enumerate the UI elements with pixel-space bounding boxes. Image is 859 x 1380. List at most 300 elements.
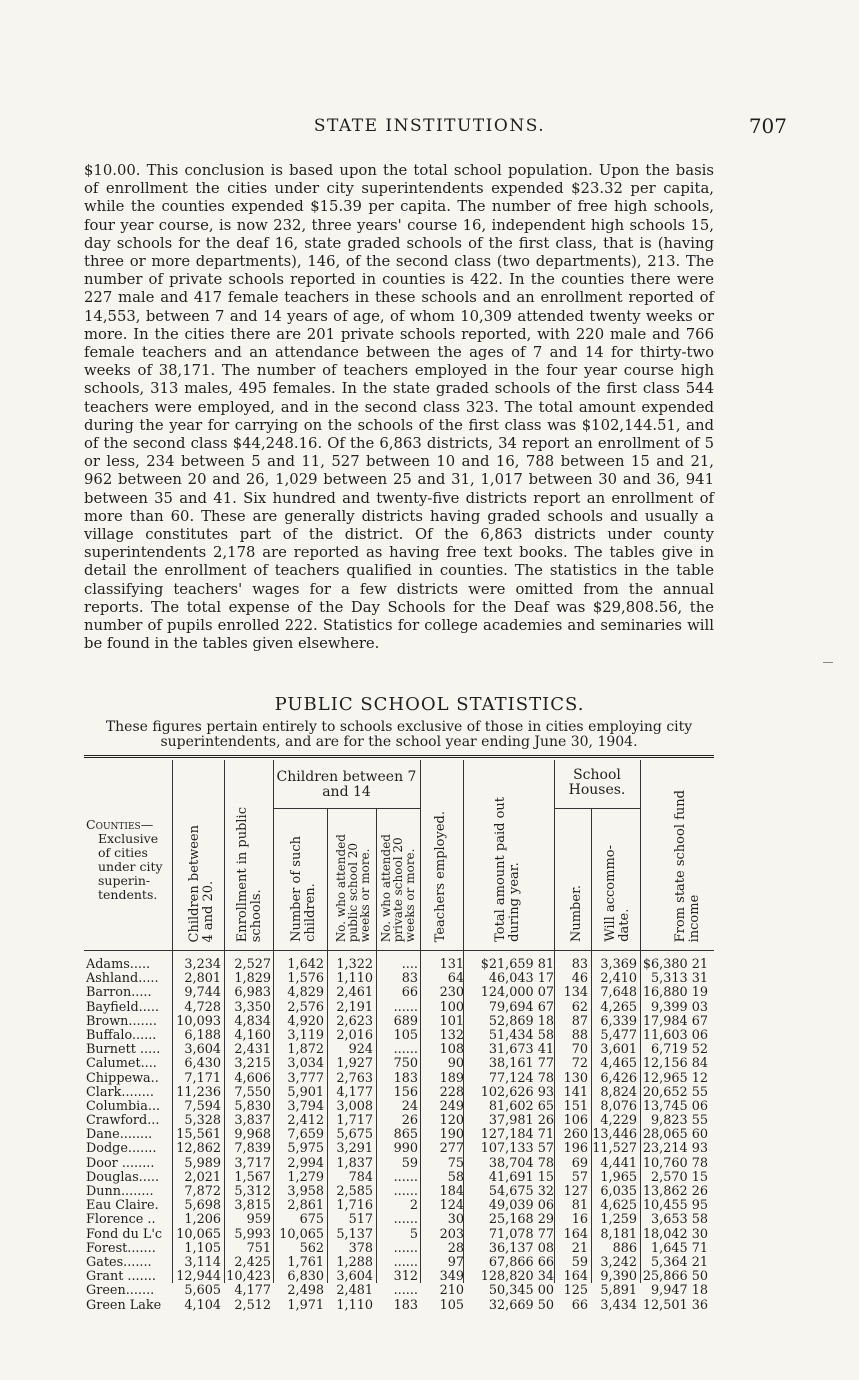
running-title: STATE INSTITUTIONS. [313,116,546,136]
cell-c10: 12,501 36 [642,1297,708,1313]
cell-c3: 1,279 [287,1169,324,1185]
cell-c10: 1,645 71 [651,1240,708,1256]
cell-c3: 2,576 [287,999,324,1015]
table-row [84,986,714,1000]
cell-c1: 3,234 [184,957,221,972]
cell-c7: 49,039 06 [488,1198,554,1214]
cell-c7: 51,434 58 [488,1027,554,1043]
county-name: Dane........ [86,1127,153,1143]
cell-c3: 675 [299,1212,324,1228]
cell-c5: .... [401,957,418,972]
cell-c9: 7,648 [600,985,637,1001]
cell-c8: 151 [563,1098,588,1114]
cell-c7: 46,043 17 [488,971,554,987]
cell-c6: 131 [439,957,464,972]
cell-c10: 12,965 12 [642,1070,708,1086]
cell-c10: 25,866 50 [642,1269,708,1285]
county-name: Dodge....... [86,1141,157,1157]
col-number-children-header: Number of such children. [289,836,318,942]
cell-c3: 1,642 [287,957,324,972]
col-state-fund-header: From state school fund income [673,789,702,942]
cell-c3: 3,034 [287,1056,324,1072]
table-row [84,1185,714,1199]
cell-c5: 2 [409,1198,418,1214]
county-name: Green....... [86,1283,155,1299]
cell-c6: 108 [439,1042,464,1058]
cell-c4: 5,137 [336,1226,373,1242]
cell-c10: 13,862 26 [642,1184,708,1199]
cell-c3: 10,065 [279,1226,324,1242]
cell-c7: 25,168 29 [488,1212,554,1228]
cell-c1: 9,744 [184,985,221,1001]
cell-c10: 16,880 19 [642,985,708,1001]
cell-c4: 2,191 [336,999,373,1015]
cell-c1: 5,698 [184,1198,221,1214]
cell-c9: 6,339 [600,1013,637,1029]
cell-c2: 7,550 [234,1084,271,1100]
cell-c2: 3,350 [234,999,271,1015]
col-houses-number-header: Number. [569,884,584,942]
cell-c1: 3,604 [184,1042,221,1058]
cell-c1: 7,594 [184,1098,221,1114]
cell-c8: 196 [563,1141,588,1157]
col-enrollment-header: Enrollment in public schools. [235,806,264,942]
cell-c9: 9,390 [600,1269,637,1285]
cell-c4: 2,623 [336,1013,373,1029]
cell-c7: 38,161 77 [488,1056,554,1072]
cell-c5: ...... [393,1042,418,1058]
table-row [84,1157,714,1171]
cell-c9: 4,625 [600,1198,637,1214]
cell-c7: 36,137 08 [488,1240,554,1256]
cell-c3: 3,794 [287,1098,324,1114]
cell-c7: 41,691 15 [488,1169,554,1185]
cell-c6: 97 [447,1254,464,1270]
county-name: Burnett ..... [86,1042,161,1058]
col-teachers-header: Teachers employed. [433,810,448,942]
cell-c7: 38,704 78 [488,1155,554,1171]
cell-c5: ...... [393,1283,418,1299]
table-row [84,972,714,986]
cell-c7: 71,078 77 [488,1226,554,1242]
table-row [84,1228,714,1242]
cell-c1: 7,171 [184,1070,221,1086]
table-row [84,1270,714,1284]
cell-c7: 107,133 57 [480,1141,554,1157]
cell-c10: 3,653 58 [651,1212,708,1228]
county-name: Eau Claire. [86,1198,159,1214]
county-name: Adams..... [86,957,151,972]
county-name: Door ........ [86,1155,155,1171]
cell-c8: 69 [571,1155,588,1171]
cell-c3: 3,119 [287,1027,324,1043]
cell-c6: 124 [439,1198,464,1214]
cell-c7: 79,694 67 [488,999,554,1015]
cell-c6: 189 [439,1070,464,1086]
cell-c1: 12,862 [176,1141,221,1157]
cell-c2: 4,160 [234,1027,271,1043]
table-header [84,760,714,950]
cell-c2: 5,312 [234,1184,271,1199]
cell-c3: 3,777 [287,1070,324,1086]
cell-c1: 15,561 [176,1127,221,1143]
county-header-line: tendents. [98,887,158,902]
cell-c7: 52,869 18 [488,1013,554,1029]
cell-c6: 349 [439,1269,464,1285]
cell-c6: 277 [439,1141,464,1157]
table-row [84,1086,714,1100]
table-row [84,958,714,972]
cell-c10: 17,984 67 [642,1013,708,1029]
cell-c6: 28 [447,1240,464,1256]
cell-c4: 4,177 [336,1084,373,1100]
cell-c10: 9,947 18 [651,1283,708,1299]
table-row [84,1242,714,1256]
cell-c10: 13,745 06 [642,1098,708,1114]
cell-c7: 54,675 32 [488,1184,554,1199]
cell-c4: 1,110 [336,971,373,987]
cell-c8: 130 [563,1070,588,1086]
cell-c2: 1,829 [234,971,271,987]
county-name: Calumet.... [86,1056,157,1072]
county-column-header [86,818,163,902]
cell-c5: ...... [393,1240,418,1256]
cell-c3: 562 [299,1240,324,1256]
cell-c9: 2,410 [600,971,637,987]
cell-c5: 750 [393,1056,418,1072]
cell-c2: 3,815 [234,1198,271,1214]
cell-c6: 132 [439,1027,464,1043]
cell-c3: 4,920 [287,1013,324,1029]
cell-c1: 10,065 [176,1226,221,1242]
cell-c10: 10,760 78 [642,1155,708,1171]
cell-c10: 11,603 06 [642,1027,708,1043]
cell-c5: 183 [393,1297,418,1313]
table-subtitle: These figures pertain entirely to schools exclusive of those in cities employing city superintendents, and are for the school year ending June 30, 1904. [105,719,693,750]
cell-c7: 102,626 93 [480,1084,554,1100]
cell-c7: 81,602 65 [488,1098,554,1114]
cell-c7: 124,000 07 [480,985,554,1001]
cell-c4: 517 [348,1212,373,1228]
cell-c4: 1,716 [336,1198,373,1214]
cell-c4: 1,717 [336,1113,373,1129]
page-number: 707 [748,114,787,138]
cell-c8: 125 [563,1283,588,1299]
county-name: Barron..... [86,985,152,1001]
cell-c6: 230 [439,985,464,1001]
cell-c5: 156 [393,1084,418,1100]
col-public-20-weeks-header: No. who attended public school 20 weeks or more. [334,833,372,942]
county-name: Bayfield..... [86,999,159,1015]
col-private-20-weeks-header: No. who attended private school 20 weeks or more. [379,833,417,942]
cell-c5: 5 [409,1226,418,1242]
cell-c9: 1,259 [600,1212,637,1228]
cell-c4: 1,110 [336,1297,373,1313]
cell-c4: 3,604 [336,1269,373,1285]
cell-c10: 9,399 03 [651,999,708,1015]
county-name: Florence .. [86,1212,156,1228]
county-header-line: superin- [98,873,151,888]
cell-c10: 5,364 21 [651,1254,708,1270]
county-name: Grant ....... [86,1269,156,1285]
cell-c10: 28,065 60 [642,1127,708,1143]
cell-c7: $21,659 81 [480,957,554,972]
cell-c8: 72 [571,1056,588,1072]
cell-c10: $6,380 21 [642,957,708,972]
cell-c4: 378 [348,1240,373,1256]
cell-c2: 4,606 [234,1070,271,1086]
cell-c5: 66 [401,985,418,1001]
cell-c1: 11,236 [176,1084,221,1100]
cell-c6: 64 [447,971,464,987]
cell-c9: 4,265 [600,999,637,1015]
cell-c4: 3,291 [336,1141,373,1157]
county-name: Crawford... [86,1113,160,1129]
cell-c6: 249 [439,1098,464,1114]
cell-c9: 3,369 [600,957,637,972]
cell-c4: 1,288 [336,1254,373,1270]
county-name: Ashland..... [86,971,159,987]
cell-c1: 5,989 [184,1155,221,1171]
cell-c5: 990 [393,1141,418,1157]
county-name: Brown....... [86,1013,157,1029]
county-header-line: Exclusive [98,831,159,846]
cell-c8: 164 [563,1226,588,1242]
cell-c5: 689 [393,1013,418,1029]
cell-c2: 3,717 [234,1155,271,1171]
table-row [84,1299,714,1313]
table-row [84,1199,714,1213]
cell-c10: 23,214 93 [642,1141,708,1157]
section-title: PUBLIC SCHOOL STATISTICS. [274,694,585,715]
cell-c9: 11,527 [592,1141,637,1157]
cell-c9: 5,891 [600,1283,637,1299]
cell-c8: 141 [563,1084,588,1100]
cell-c3: 5,975 [287,1141,324,1157]
cell-c3: 5,901 [287,1084,324,1100]
col-children-4-20-header: Children between 4 and 20. [187,824,216,942]
cell-c1: 6,430 [184,1056,221,1072]
cell-c5: 312 [393,1269,418,1285]
cell-c10: 9,823 55 [651,1113,708,1129]
body-paragraph: $10.00. This conclusion is based upon the total school population. Upon the basis of enrollment the cities under city superintendents expended $23.32 per capita, while the counties expended $15.39 per capita. The number of free high schools, four year course, is now 232, three years' course 16, independent high schools 15, day schools for the deaf 16, state graded schools of the first class, that is (having three or more departments), 146, of the second class (two departments), 213. The number of private schools reported in counties is 422. In the counties there were 227 male and 417 female teachers in these schools and an enrollment reported of 14,553, between 7 and 14 years of age, of whom 10,309 attended twenty weeks or more. In the cities there are 201 private schools reported, with 220 male and 766 female teachers and an attendance between the ages of 7 and 14 for thirty-two weeks of 38,171. The number of teachers employed in the four year course high schools, 313 males, 495 females. In the state graded schools of the first class 544 teachers were employed, and in the second class 323. The total amount expended during the year for carrying on the schools of the first class was $102,144.51, and of the second class $44,248.16. Of the 6,863 districts, 34 report an enrollment of 5 or less, 234 between 5 and 11, 527 between 10 and 16, 788 between 15 and 21, 962 between 20 and 26, 1,029 between 25 and 31, 1,017 between 30 and 36, 941 between 35 and 41. Six hundred and twenty-five districts report an enrollment of more than 60. These are generally districts having graded schools and usually a village constitutes part of the district. Of the 6,863 districts under county superintendents 2,178 are reported as having free text books. The tables give in detail the enrollment of teachers qualified in counties. The statistics in the table classifying teachers' wages for a few districts were omitted from the annual reports. The total expense of the Day Schools for the Deaf was $29,808.56, the number of pupils enrolled 222. Statistics for college academies and seminaries will be found in the tables given elsewhere. [84,162,714,653]
table-row [84,1284,714,1298]
page-header [0,116,859,140]
cell-c2: 7,839 [234,1141,271,1157]
cell-c5: 105 [393,1027,418,1043]
cell-c6: 100 [439,999,464,1015]
cell-c3: 2,861 [287,1198,324,1214]
cell-c2: 2,431 [234,1042,271,1058]
cell-c8: 66 [571,1297,588,1313]
cell-c3: 6,830 [287,1269,324,1285]
county-name: Douglas..... [86,1169,160,1185]
cell-c6: 120 [439,1113,464,1129]
county-header-line: of cities [98,845,148,860]
cell-c3: 7,659 [287,1127,324,1143]
cell-c9: 5,477 [600,1027,637,1043]
cell-c8: 21 [571,1240,588,1256]
county-header-line: under city [98,859,163,874]
cell-c2: 4,177 [234,1283,271,1299]
cell-c1: 12,944 [176,1269,221,1285]
cell-c7: 77,124 78 [488,1070,554,1086]
cell-c6: 228 [439,1084,464,1100]
cell-c7: 128,820 34 [480,1269,554,1285]
cell-c6: 203 [439,1226,464,1242]
cell-c6: 30 [447,1212,464,1228]
cell-c10: 12,156 84 [642,1056,708,1072]
cell-c3: 1,576 [287,971,324,987]
cell-c10: 18,042 30 [642,1226,708,1242]
table-row [84,1213,714,1227]
table-row [84,1114,714,1128]
cell-c9: 8,076 [600,1098,637,1114]
cell-c2: 10,423 [226,1269,271,1285]
cell-c5: 865 [393,1127,418,1143]
cell-c4: 3,008 [336,1098,373,1114]
cell-c5: ...... [393,1184,418,1199]
cell-c4: 924 [348,1042,373,1058]
cell-c5: 83 [401,971,418,987]
cell-c2: 3,215 [234,1056,271,1072]
school-houses-group-header: School Houses. [568,767,626,798]
cell-c8: 134 [563,985,588,1001]
cell-c1: 4,104 [184,1297,221,1313]
cell-c1: 2,801 [184,971,221,987]
county-name: Dunn........ [86,1184,154,1199]
cell-c3: 1,971 [287,1297,324,1313]
cell-c1: 1,105 [184,1240,221,1256]
cell-c1: 2,021 [184,1169,221,1185]
cell-c7: 50,345 00 [488,1283,554,1299]
cell-c7: 127,184 71 [480,1127,554,1143]
cell-c2: 2,512 [234,1297,271,1313]
cell-c9: 13,446 [592,1127,637,1143]
cell-c4: 2,481 [336,1283,373,1299]
cell-c10: 2,570 15 [651,1169,708,1185]
cell-c2: 2,527 [234,957,271,972]
cell-c6: 210 [439,1283,464,1299]
col-total-paid-header: Total amount paid out during year. [493,797,522,942]
cell-c4: 2,016 [336,1027,373,1043]
table-row [84,1057,714,1071]
cell-c6: 90 [447,1056,464,1072]
cell-c9: 8,181 [600,1226,637,1242]
cell-c4: 2,461 [336,985,373,1001]
county-header-line: Counties— [86,817,154,832]
cell-c3: 2,498 [287,1283,324,1299]
cell-c1: 10,093 [176,1013,221,1029]
cell-c9: 6,426 [600,1070,637,1086]
cell-c9: 4,229 [600,1113,637,1129]
cell-c10: 6,719 52 [651,1042,708,1058]
cell-c9: 4,465 [600,1056,637,1072]
cell-c3: 1,872 [287,1042,324,1058]
cell-c3: 2,994 [287,1155,324,1171]
cell-c8: 59 [571,1254,588,1270]
cell-c9: 6,035 [600,1184,637,1199]
cell-c5: 26 [401,1113,418,1129]
cell-c8: 127 [563,1184,588,1199]
county-name: Columbia... [86,1098,161,1114]
header-bottom-rule [84,950,714,951]
cell-c4: 1,322 [336,957,373,972]
cell-c2: 5,830 [234,1098,271,1114]
cell-c5: ...... [393,1212,418,1228]
table-row [84,1171,714,1185]
cell-c9: 886 [612,1240,637,1256]
cell-c3: 3,958 [287,1184,324,1199]
cell-c2: 2,425 [234,1254,271,1270]
cell-c10: 5,313 31 [651,971,708,987]
cell-c4: 2,763 [336,1070,373,1086]
cell-c9: 3,242 [600,1254,637,1270]
cell-c2: 751 [246,1240,271,1256]
cell-c8: 106 [563,1113,588,1129]
cell-c8: 88 [571,1027,588,1043]
cell-c2: 9,968 [234,1127,271,1143]
cell-c4: 1,927 [336,1056,373,1072]
table-body [84,958,714,1313]
cell-c6: 105 [439,1297,464,1313]
table-row [84,1142,714,1156]
cell-c5: 24 [401,1098,418,1114]
cell-c5: 59 [401,1155,418,1171]
cell-c6: 75 [447,1155,464,1171]
cell-c8: 83 [571,957,588,972]
cell-c10: 10,455 95 [642,1198,708,1214]
cell-c2: 6,983 [234,985,271,1001]
cell-c7: 32,669 50 [488,1297,554,1313]
cell-c6: 58 [447,1169,464,1185]
county-name: Clark........ [86,1084,154,1100]
cell-c5: 183 [393,1070,418,1086]
cell-c10: 20,652 55 [642,1084,708,1100]
cell-c7: 37,981 26 [488,1113,554,1129]
cell-c8: 81 [571,1198,588,1214]
cell-c2: 3,837 [234,1113,271,1129]
cell-c5: ...... [393,999,418,1015]
table-row [84,1043,714,1057]
cell-c8: 46 [571,971,588,987]
cell-c1: 5,605 [184,1283,221,1299]
table-top-rule [84,755,714,758]
cell-c9: 1,965 [600,1169,637,1185]
cell-c8: 164 [563,1269,588,1285]
table-row [84,1015,714,1029]
table-row [84,1128,714,1142]
cell-c3: 4,829 [287,985,324,1001]
cell-c8: 62 [571,999,588,1015]
cell-c2: 1,567 [234,1169,271,1185]
cell-c8: 260 [563,1127,588,1143]
cell-c3: 2,412 [287,1113,324,1129]
table-row [84,1256,714,1270]
cell-c9: 3,601 [600,1042,637,1058]
cell-c7: 67,866 66 [488,1254,554,1270]
cell-c1: 3,114 [184,1254,221,1270]
cell-c2: 5,993 [234,1226,271,1242]
col-accommodate-header: Will accommo- date. [603,845,632,942]
cell-c9: 4,441 [600,1155,637,1171]
cell-c9: 8,824 [600,1084,637,1100]
cell-c4: 784 [348,1169,373,1185]
county-name: Forest....... [86,1240,156,1256]
county-name: Gates....... [86,1254,152,1270]
cell-c1: 7,872 [184,1184,221,1199]
cell-c4: 2,585 [336,1184,373,1199]
